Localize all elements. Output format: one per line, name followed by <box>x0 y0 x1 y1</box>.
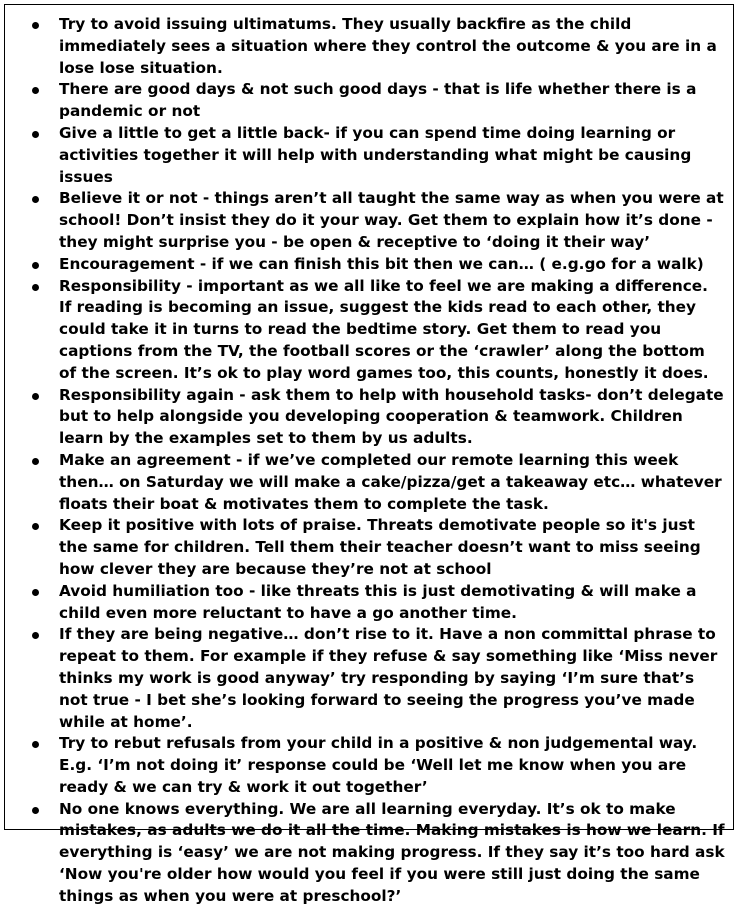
tip-text: Avoid humiliation too - like threats this is just demotivating & will make a child even more reluctant to have a go another time. <box>59 581 697 622</box>
list-item <box>5 799 725 908</box>
bullet-icon <box>32 262 39 269</box>
list-item <box>5 515 725 580</box>
list-item <box>5 79 725 123</box>
bullet-icon <box>32 458 39 465</box>
list-item <box>5 385 725 450</box>
tip-text: Believe it or not - things aren’t all taught the same way as when you were at school! Don’t insist they do it your way. Get them to explain how it’s done - they might surprise you - be open & receptive to ‘doing it their way’ <box>59 189 724 251</box>
bullet-icon <box>32 196 39 203</box>
list-item <box>5 188 725 253</box>
tip-text: There are good days & not such good days - that is life whether there is a pandemic or not <box>59 80 697 121</box>
tips-list <box>5 5 733 908</box>
tip-text: If they are being negative… don’t rise to it. Have a non committal phrase to repeat to them. For example if they refuse & say something like ‘Miss never thinks my work is good anyway’ try responding by saying ‘I’m sure that’s not true - I bet she’s looking forward to seeing the progress you’ve made while at home’. <box>59 625 718 731</box>
bullet-icon <box>32 807 39 814</box>
bullet-icon <box>32 22 39 29</box>
bullet-icon <box>32 523 39 530</box>
bullet-icon <box>32 741 39 748</box>
bullet-icon <box>32 632 39 639</box>
tips-box <box>4 4 734 905</box>
list-item <box>5 624 725 733</box>
tip-text: Keep it positive with lots of praise. Threats demotivate people so it's just the same for children. Tell them their teacher doesn’t want to miss seeing how clever they are because they’re not at school <box>59 516 701 578</box>
list-item <box>5 254 725 276</box>
tip-text: Give a little to get a little back- if you can spend time doing learning or activities together it will help with understanding what might be causing issues <box>59 123 692 186</box>
bullet-icon <box>32 87 39 94</box>
tip-text: Encouragement - if we can finish this bit then we can… ( e.g.go for a walk) <box>59 254 704 273</box>
tip-text: Try to avoid issuing ultimatums. They usually backfire as the child immediately sees a situation where they control the outcome & you are in a lose lose situation. <box>59 15 717 77</box>
list-item <box>5 276 725 385</box>
tip-text: Make an agreement - if we’ve completed our remote learning this week then… on Saturday we will make a cake/pizza/get a takeaway etc… whatever floats their boat & motivates them to complete the task. <box>59 450 722 513</box>
list-item <box>5 14 725 79</box>
list-item <box>5 733 725 798</box>
bullet-icon <box>32 393 39 400</box>
bullet-icon <box>32 589 39 596</box>
list-item <box>5 123 725 188</box>
bullet-icon <box>32 131 39 138</box>
bullet-icon <box>32 284 39 291</box>
list-item <box>5 581 725 625</box>
tip-text: Responsibility again - ask them to help with household tasks- don’t delegate but to help alongside you developing cooperation & teamwork. Children learn by the examples set to them by us adults. <box>59 385 724 448</box>
tip-text: Responsibility - important as we all like to feel we are making a difference. If reading is becoming an issue, suggest the kids read to each other, they could take it in turns to read the bedtime story. Get them to read you captions from the TV, the football scores or the ‘crawler’ along the bottom of the screen. It’s ok to play word games too, this counts, honestly it does. <box>59 276 709 382</box>
tip-text: Try to rebut refusals from your child in a positive & non judgemental way. E.g. ‘I’m not doing it’ response could be ‘Well let me know when you are ready & we can try & work it out together’ <box>59 734 698 796</box>
tip-text: No one knows everything. We are all learning everyday. It’s ok to make mistakes, as adults we do it all the time. Making mistakes is how we learn. If everything is ‘easy’ we are not making progress. If they say it’s too hard ask ‘Now you're older how would you feel if you were still just doing the same things as when you were at preschool?’ <box>59 799 725 905</box>
list-item <box>5 450 725 515</box>
